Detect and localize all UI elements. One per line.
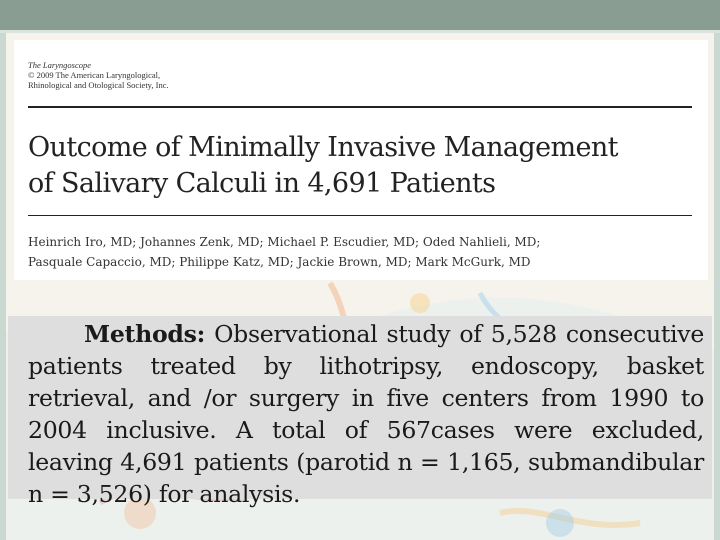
author-line: Pasquale Capaccio, MD; Philippe Katz, MD; Jackie Brown, MD; Mark McGurk, MD — [28, 255, 531, 269]
paper-title — [28, 130, 698, 202]
paper-header — [14, 40, 708, 280]
author-line: Heinrich Iro, MD; Johannes Zenk, MD; Michael P. Escudier, MD; Oded Nahlieli, MD; — [28, 235, 541, 249]
top-bar — [0, 0, 720, 30]
methods-label: Methods: — [84, 320, 206, 348]
methods-body: Observational study of 5,528 consecutive patients treated by lithotripsy, endoscopy, basket retrieval, and /or surgery in five centers from 1990 to 2004 inclusive. A total of 567cases were excluded, leaving 4,691 patients (parotid n = 1,165, submandibular n = 3,526) for analysis. — [28, 320, 704, 508]
copyright-line: © 2009 The American Laryngological, — [28, 70, 161, 80]
journal-name: The Laryngoscope — [28, 60, 92, 70]
title-line: of Salivary Calculi in 4,691 Patients — [28, 168, 496, 199]
copyright-line: Rhinological and Otological Society, Inc. — [28, 80, 169, 90]
journal-info — [28, 60, 169, 90]
title-line: Outcome of Minimally Invasive Management — [28, 132, 618, 163]
header-rule — [28, 106, 692, 108]
author-list — [28, 232, 698, 272]
methods-paragraph — [28, 318, 704, 510]
title-rule — [28, 215, 692, 216]
methods-excerpt — [8, 316, 712, 508]
